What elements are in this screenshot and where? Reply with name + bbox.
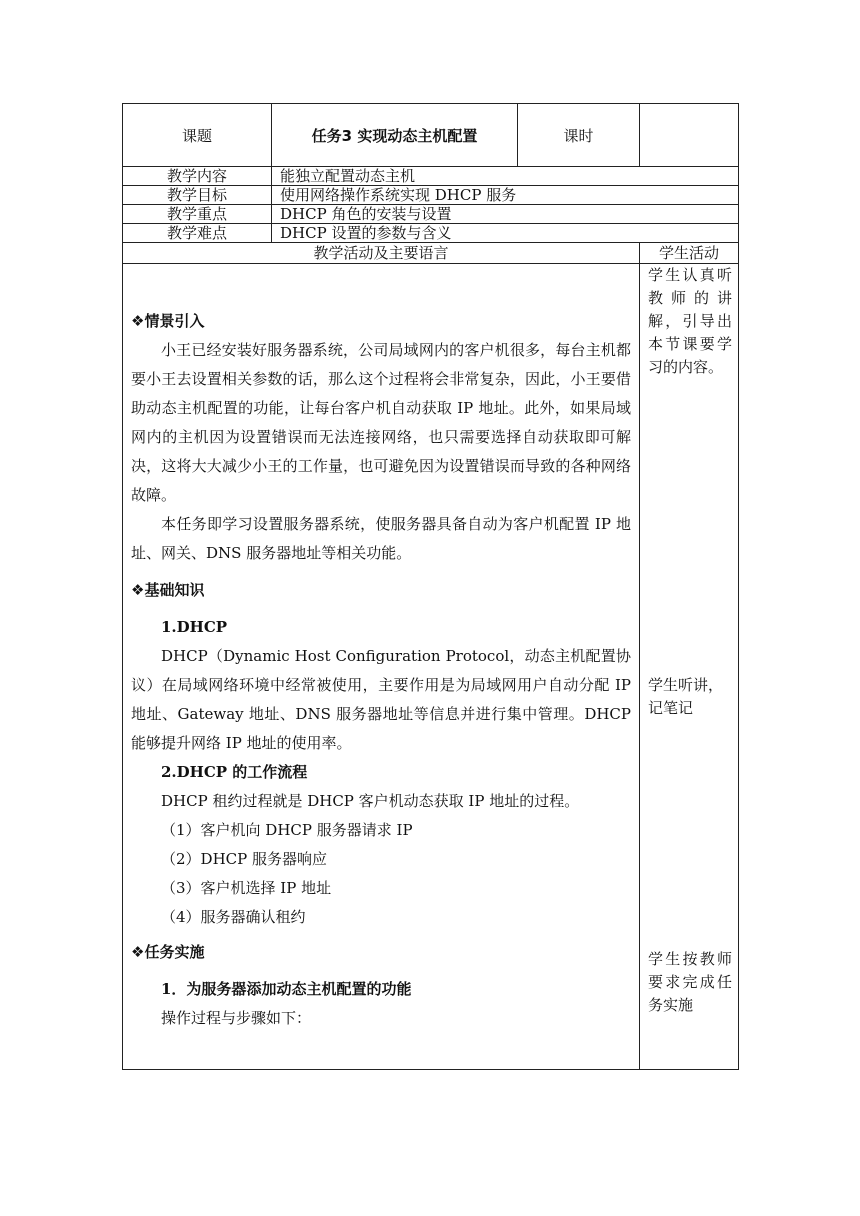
topic-value: 任务3 实现动态主机配置: [272, 104, 518, 167]
row-label: 教学内容: [123, 167, 272, 186]
row-value: 使用网络操作系统实现 DHCP 服务: [272, 186, 739, 205]
row-value: DHCP 角色的安装与设置: [272, 205, 739, 224]
dhcp-paragraph: DHCP（Dynamic Host Configuration Protocol，动态主机配置协议）在局域网络环境中经常被使用，主要作用是为局域网用户自动分配 IP 地址、Gateway 地址、DNS 服务器地址等信息并进行集中管理。DHCP 能够提升网络 IP 地址的使用率。: [131, 646, 631, 752]
lesson-plan-table: [122, 103, 739, 1070]
section-heading-basic: ❖基础知识: [131, 580, 205, 599]
diamond-icon: ❖: [131, 580, 145, 599]
section-heading-intro: ❖情景引入: [131, 311, 205, 330]
row-label: 教学重点: [123, 205, 272, 224]
student-activity-cell: [640, 264, 739, 1070]
flow-step: （4）服务器确认租约: [161, 907, 306, 926]
activity-content: [123, 264, 640, 1070]
hours-value: [640, 104, 739, 167]
diamond-icon: ❖: [131, 311, 145, 330]
info-row: [123, 224, 739, 243]
row-value: 能独立配置动态主机: [272, 167, 739, 186]
header-row: [123, 104, 739, 167]
flow-step: （2）DHCP 服务器响应: [161, 849, 327, 868]
student-activity-3: 学生按教师要求完成任务实施: [648, 950, 732, 1014]
student-activity-2: 学生听讲，记笔记: [648, 676, 724, 717]
flow-step: （1）客户机向 DHCP 服务器请求 IP: [161, 820, 413, 839]
row-label: 教学目标: [123, 186, 272, 205]
student-activity-1: 学生认真听教师的讲解，引导出本节课要学习的内容。: [648, 266, 732, 376]
section-heading-task: ❖任务实施: [131, 942, 205, 961]
intro-paragraph: 小王已经安装好服务器系统，公司局域网内的客户机很多，每台主机都要小王去设置相关参数的话，那么这个过程将会非常复杂，因此，小王要借助动态主机配置的功能，让每台客户机自动获取 IP 地址。此外，如果局域网内的主机因为设置错误而无法连接网络，也只需要选择自动获取即可解决，这将大大减少小王的工作量，也可避免因为设置错误而导致的各种网络故障。: [131, 340, 631, 504]
row-label: 教学难点: [123, 224, 272, 243]
activity-header-row: [123, 243, 739, 264]
hours-label: 课时: [518, 104, 640, 167]
subheading-flow: 2.DHCP 的工作流程: [161, 762, 308, 781]
diamond-icon: ❖: [131, 942, 145, 961]
info-row: [123, 167, 739, 186]
subheading-dhcp: 1.DHCP: [161, 617, 228, 636]
flow-step: （3）客户机选择 IP 地址: [161, 878, 332, 897]
info-row: [123, 205, 739, 224]
topic-label: 课题: [123, 104, 272, 167]
subheading-task: 1．为服务器添加动态主机配置的功能: [161, 979, 412, 998]
flow-paragraph: DHCP 租约过程就是 DHCP 客户机动态获取 IP 地址的过程。: [161, 791, 580, 810]
info-row: [123, 186, 739, 205]
intro-paragraph-2: 本任务即学习设置服务器系统，使服务器具备自动为客户机配置 IP 地址、网关、DNS 服务器地址等相关功能。: [131, 514, 631, 562]
activity-main-header: 教学活动及主要语言: [123, 243, 640, 264]
row-value: DHCP 设置的参数与含义: [272, 224, 739, 243]
activity-body-row: [123, 264, 739, 1070]
activity-student-header: 学生活动: [640, 243, 739, 264]
task-paragraph: 操作过程与步骤如下：: [161, 1008, 312, 1027]
